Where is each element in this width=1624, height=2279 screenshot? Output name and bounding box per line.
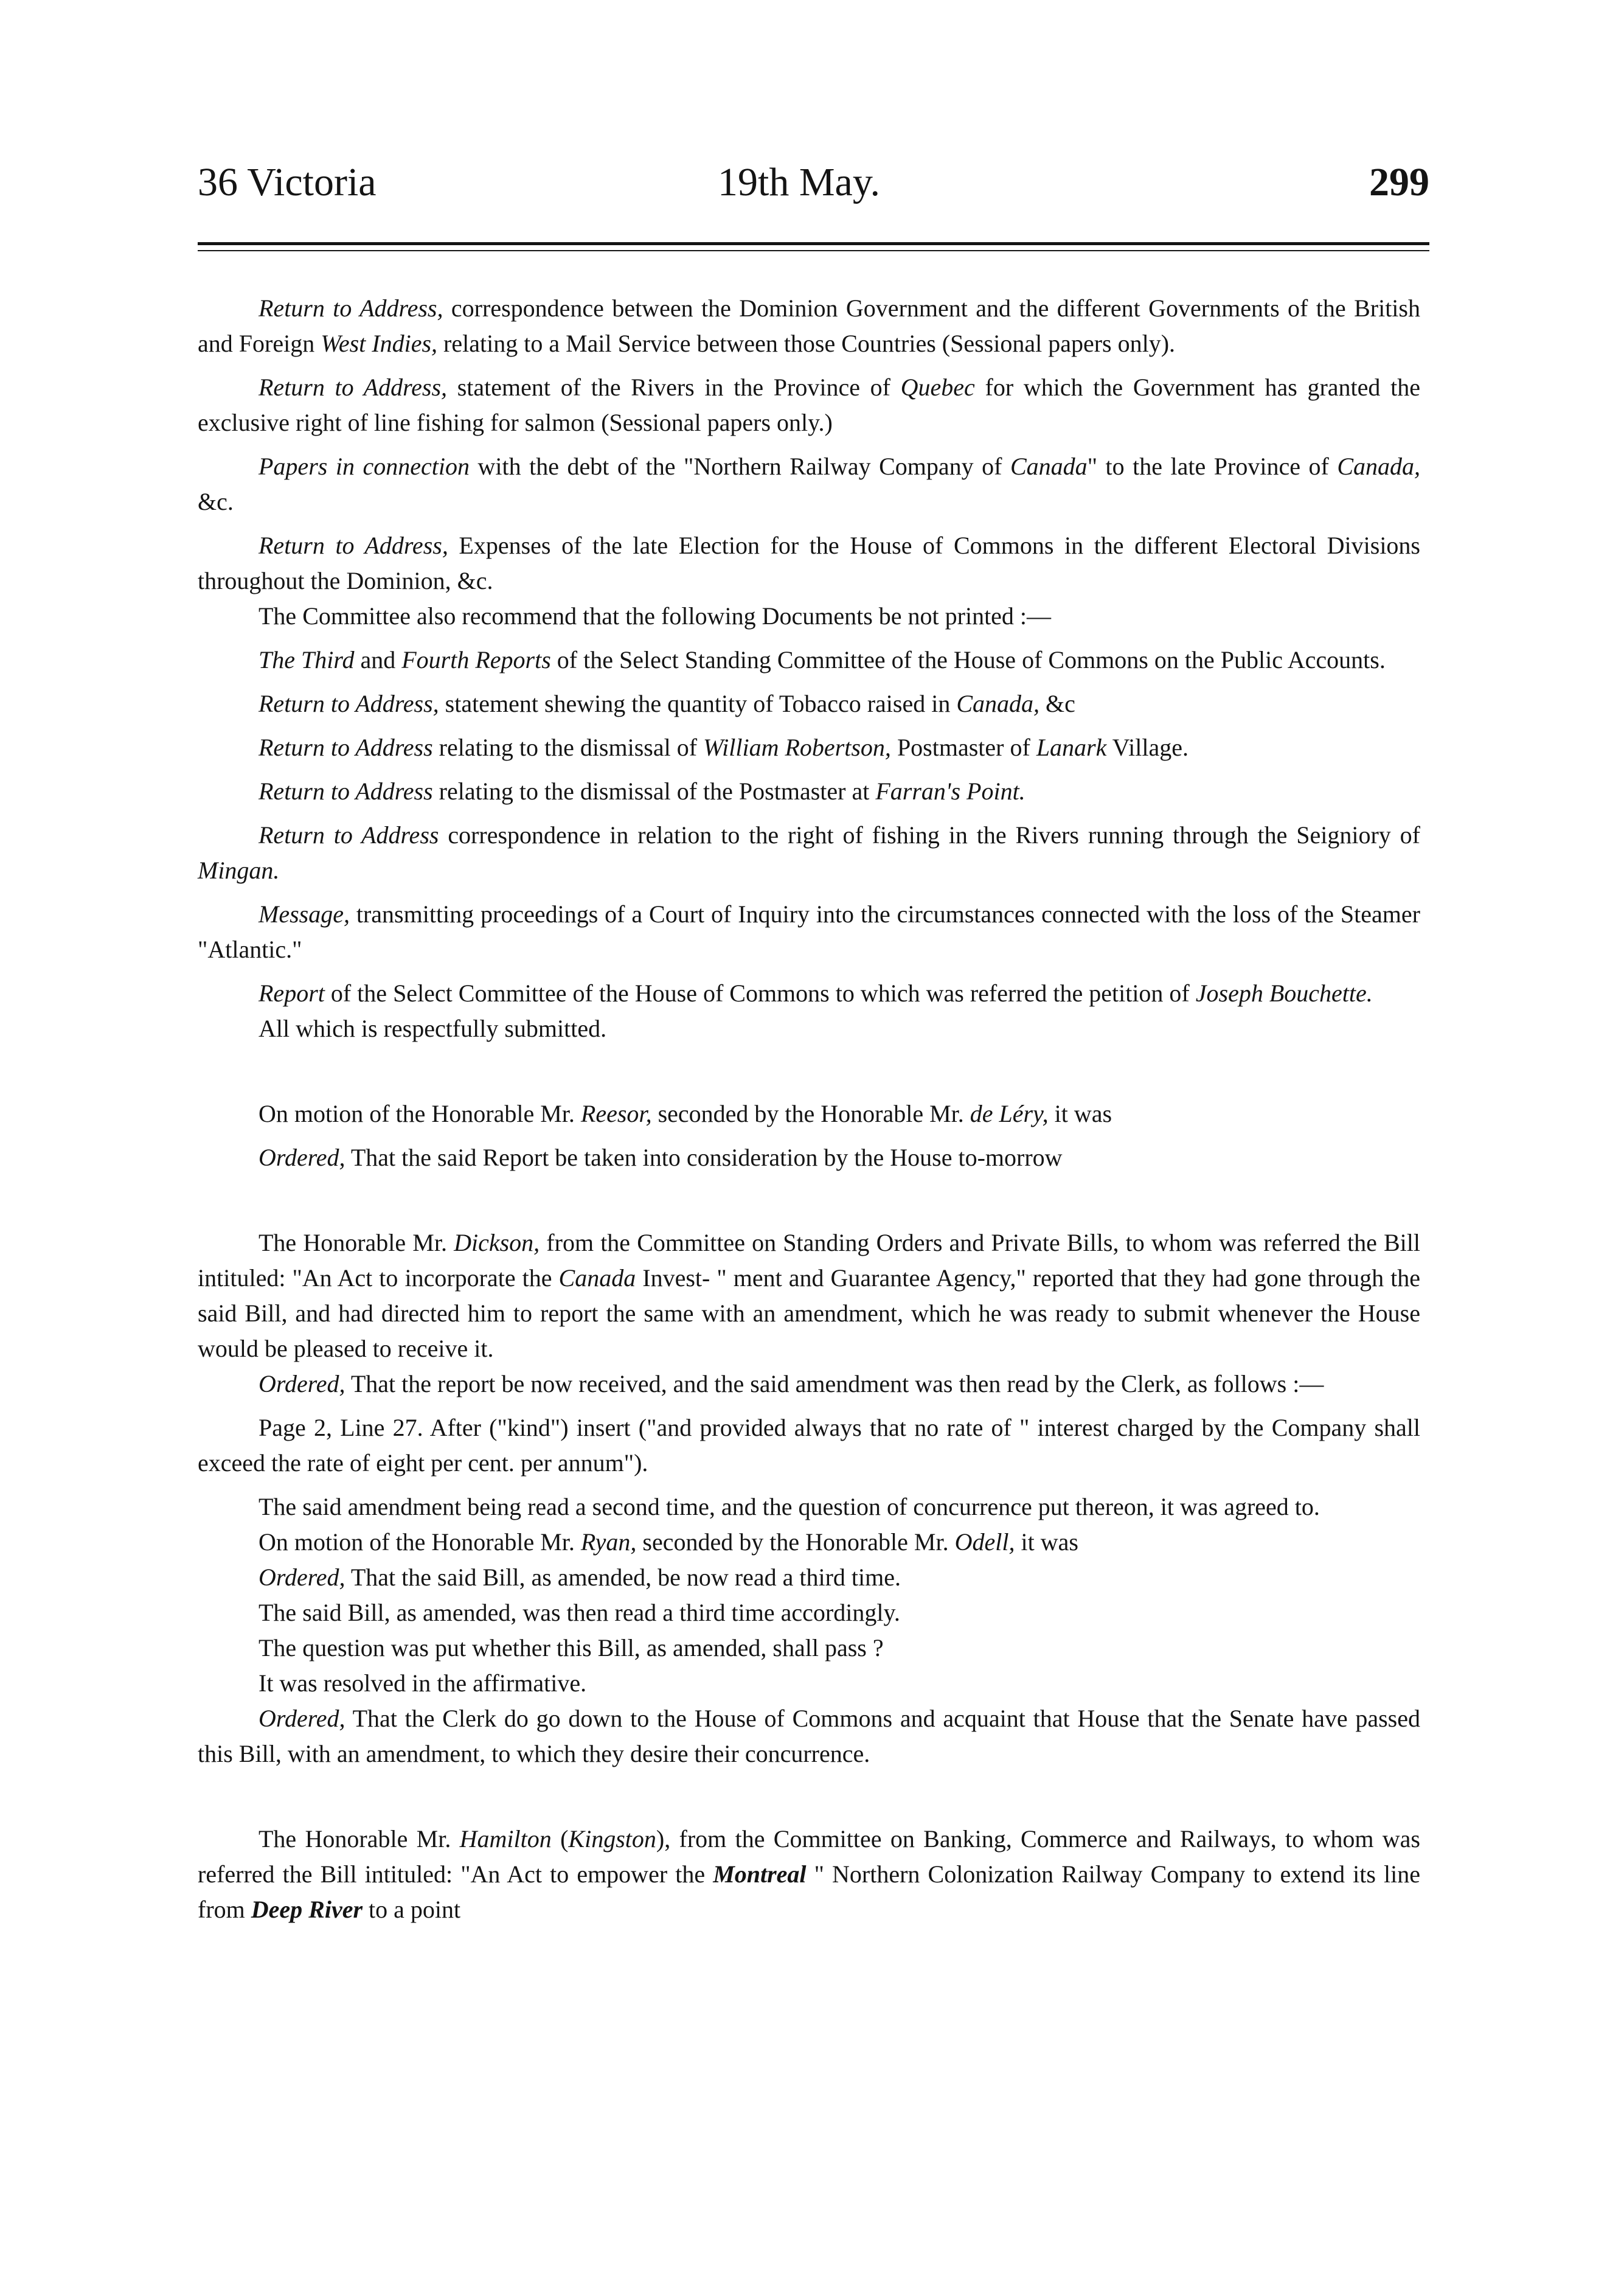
entry-robertson: Return to Address relating to the dismissal of William Robertson, Postmaster of Lanark Village. [259, 734, 1189, 761]
ordered-report-received: Ordered, That the report be now received, and the said amendment was then read by the Clerk, as follows :— [259, 1370, 1324, 1397]
ordered-third-time: Ordered, That the said Bill, as amended, be now read a third time. [259, 1564, 901, 1591]
entry-not-printed-intro: The Committee also recommend that the following Documents be not printed :— [259, 602, 1052, 630]
bill-read-third-time: The said Bill, as amended, was then read a third time accordingly. [259, 1599, 900, 1626]
ordered-clerk-commons: Ordered, That the Clerk do go down to the House of Commons and acquaint that House that the Senate have passed this Bill, with an amendment, to which they desire their concurrence. [198, 1705, 1420, 1767]
header-date: 19th May. [718, 160, 881, 204]
entry-bouchette: Report of the Select Committee of the House of Commons to which was referred the petition of Joseph Bouchette. [259, 979, 1373, 1007]
motion-ryan: On motion of the Honorable Mr. Ryan, seconded by the Honorable Mr. Odell, it was [259, 1528, 1078, 1556]
amendment-agreed: The said amendment being read a second time, and the question of concurrence put thereon, it was agreed to. [259, 1493, 1320, 1520]
page-number: 299 [1369, 160, 1429, 204]
header-session: 36 Victoria [198, 160, 377, 204]
motion-reesor: On motion of the Honorable Mr. Reesor, seconded by the Honorable Mr. de Léry, it was [259, 1100, 1112, 1127]
amendment-text: Page 2, Line 27. After ("kind") insert ("and provided always that no rate of " interest charged by the Company shall exceed the rate of eight per cent. per annum"). [198, 1414, 1420, 1477]
entry-west-indies: Return to Address, correspondence between the Dominion Government and the different Governments of the British and Foreign West Indies, relating to a Mail Service between those Countries (Sessional papers only). [198, 294, 1420, 357]
header-rule-thick [198, 242, 1429, 245]
entry-election-expenses: Return to Address, Expenses of the late Election for the House of Commons in the different Electoral Divisions throughout the Dominion, &c. [198, 532, 1420, 594]
entry-quebec-rivers: Return to Address, statement of the Rivers in the Province of Quebec for which the Government has granted the exclusive right of line fishing for salmon (Sessional papers only.) [198, 374, 1420, 436]
entry-atlantic: Message, transmitting proceedings of a Court of Inquiry into the circumstances connected with the loss of the Steamer "Atlantic." [198, 900, 1420, 963]
entry-mingan: Return to Address correspondence in relation to the right of fishing in the Rivers running through the Seigniory of Mingan. [198, 821, 1420, 884]
hamilton-report: The Honorable Mr. Hamilton (Kingston), from the Committee on Banking, Commerce and Railways, to whom was referred the Bill intituled: "An Act to empower the Montreal " Northern Colonization Railway Company to extend its line from Deep River to a point [198, 1825, 1421, 1923]
entry-farrans-point: Return to Address relating to the dismissal of the Postmaster at Farran's Point. [259, 778, 1025, 805]
entry-third-fourth-reports: The Third and Fourth Reports of the Select Standing Committee of the House of Commons on the Public Accounts. [259, 646, 1386, 673]
resolved-affirmative: It was resolved in the affirmative. [259, 1669, 587, 1697]
entry-tobacco: Return to Address, statement shewing the quantity of Tobacco raised in Canada, &c [259, 690, 1075, 717]
dickson-report: The Honorable Mr. Dickson, from the Committee on Standing Orders and Private Bills, to whom was referred the Bill intituled: "An Act to incorporate the Canada Invest- " ment and Guarantee Agency," reported that they had gone through the said Bill, and had directed him to report the same with an amendment, which he was ready to submit whenever the House would be pleased to receive it. [198, 1229, 1420, 1362]
question-put: The question was put whether this Bill, as amended, shall pass ? [259, 1634, 884, 1661]
ordered-report-tomorrow: Ordered, That the said Report be taken into consideration by the House to-morrow [259, 1144, 1063, 1171]
page-header [198, 159, 1429, 220]
header-rule-thin [198, 250, 1429, 251]
document-body [198, 291, 1420, 1927]
entry-northern-railway: Papers in connection with the debt of the "Northern Railway Company of Canada" to the late Province of Canada, &c. [198, 453, 1420, 515]
entry-submitted: All which is respectfully submitted. [259, 1015, 607, 1042]
